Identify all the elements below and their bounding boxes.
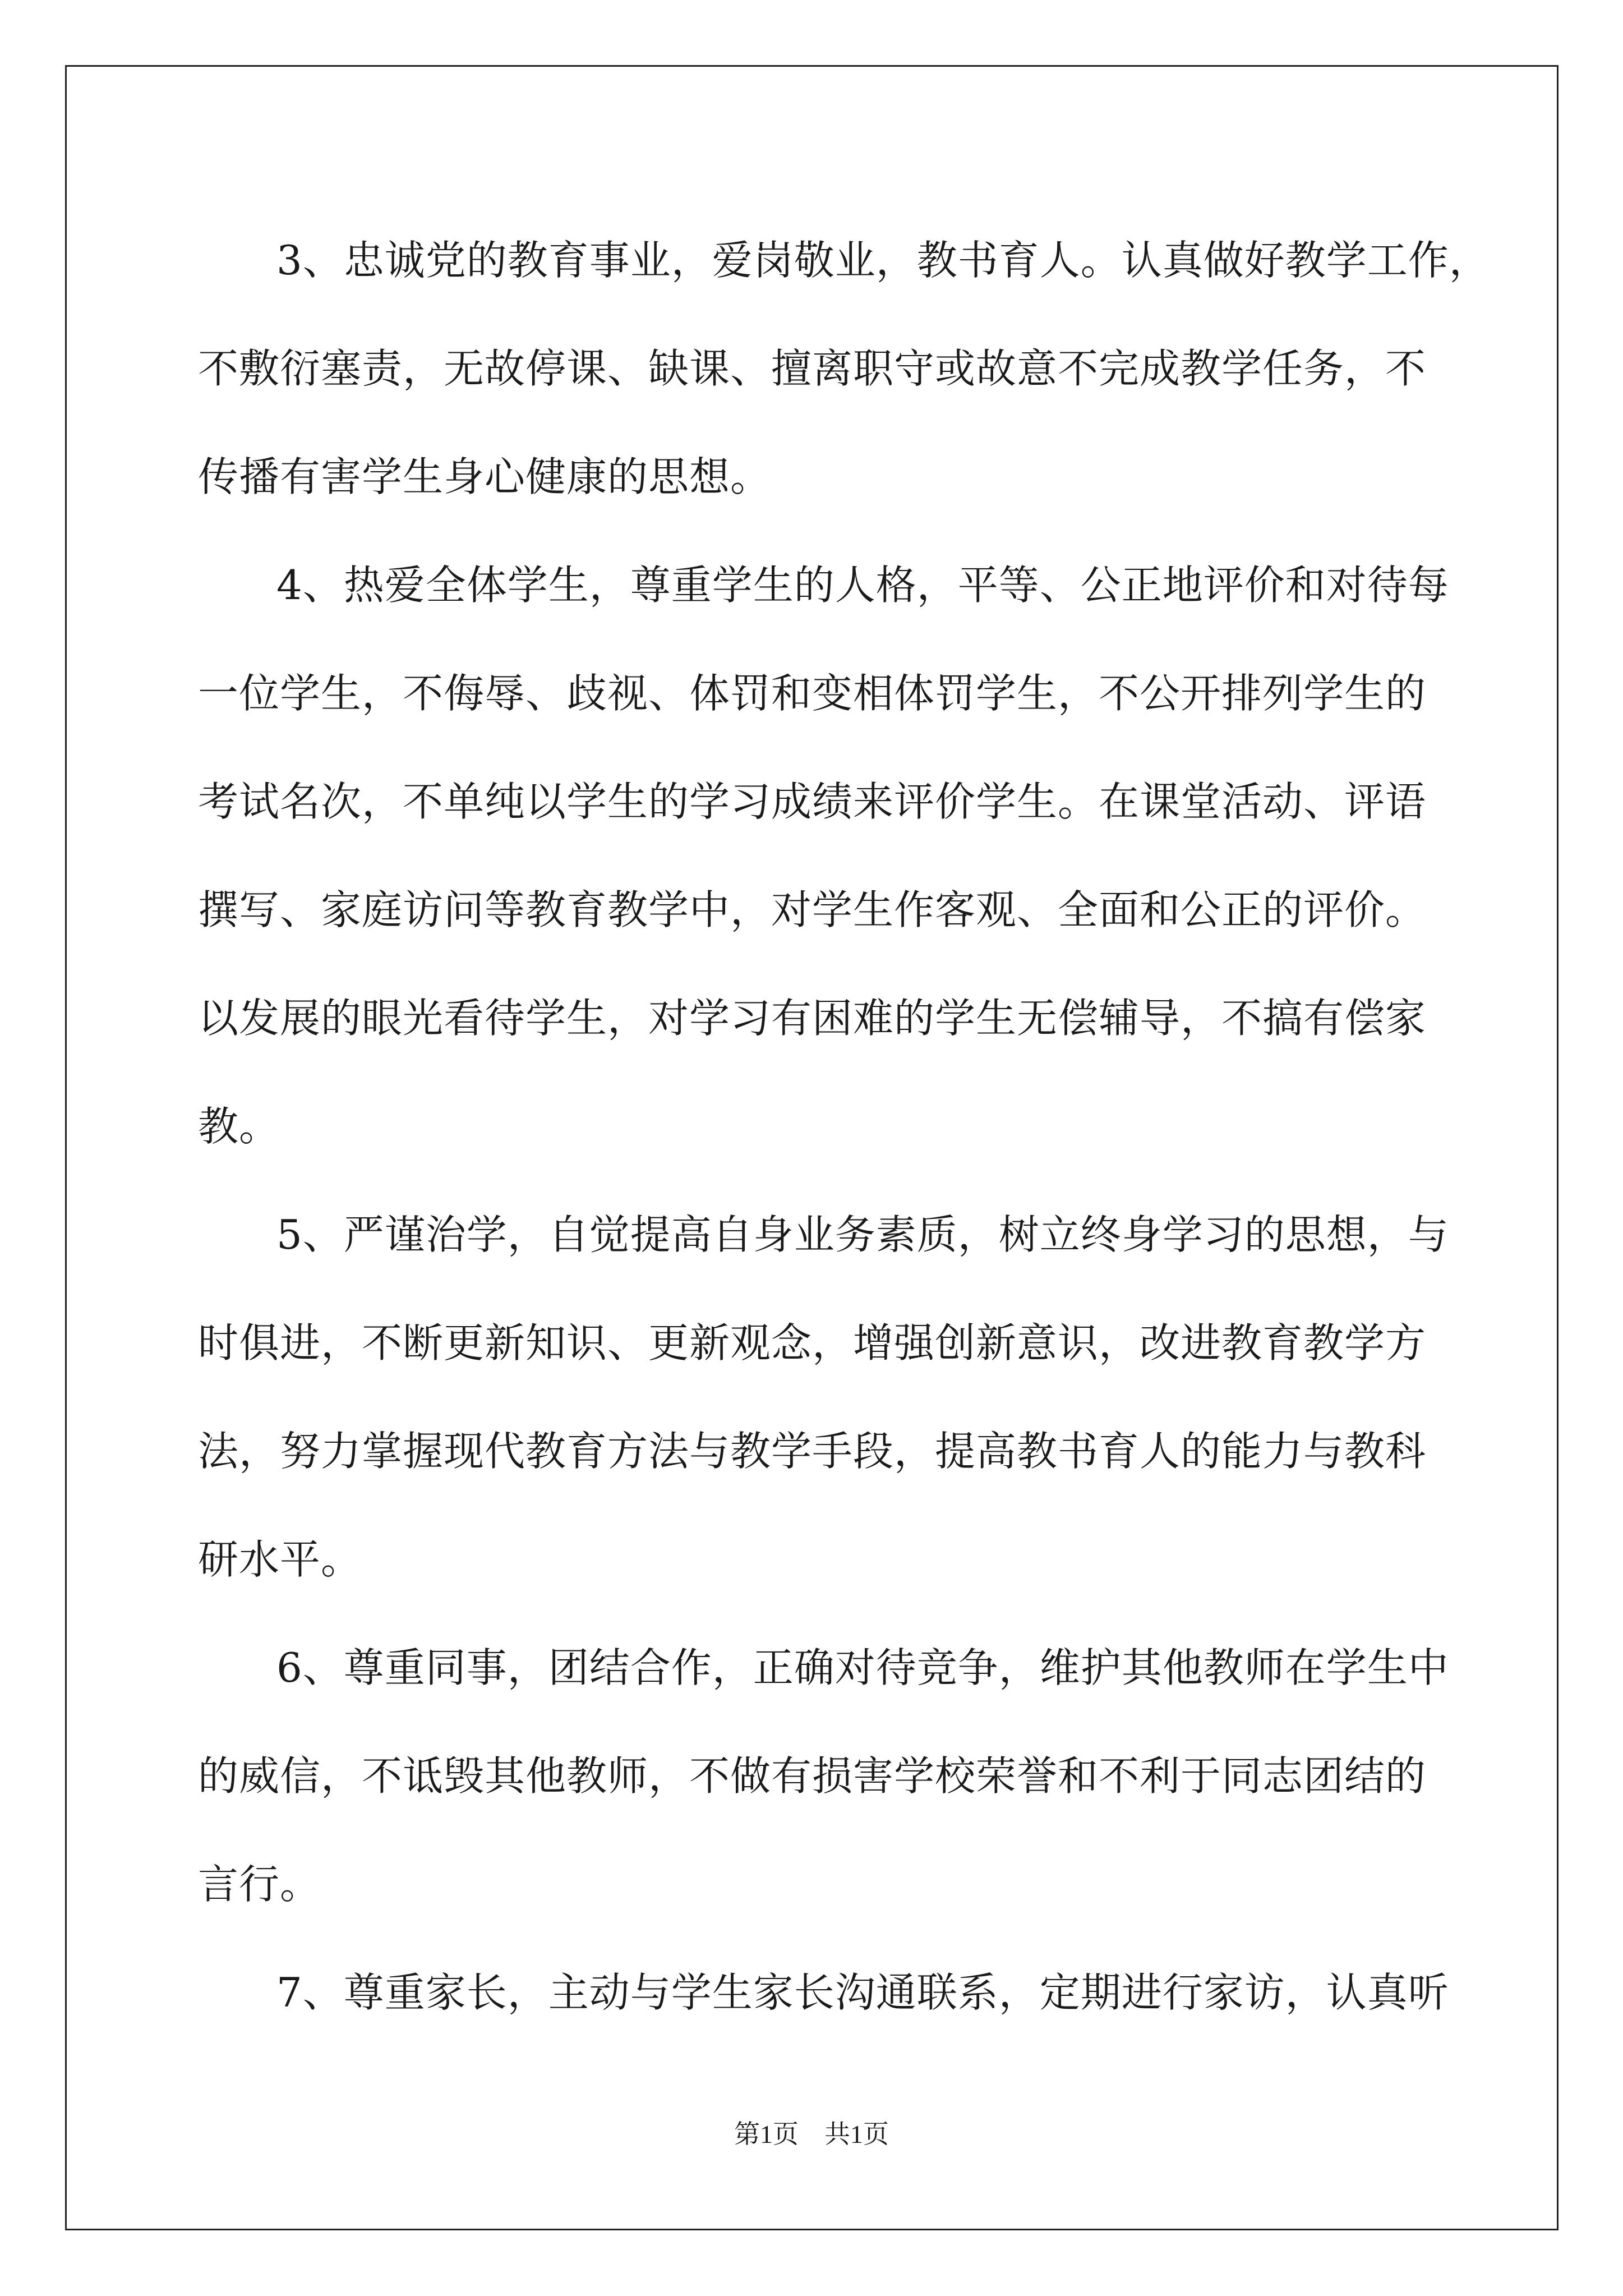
- text-line: 以发展的眼光看待学生，对学习有困难的学生无偿辅导，不搞有偿家: [198, 995, 1427, 1042]
- text-line: 6、尊重同事，团结合作，正确对待竞争，维护其他教师在学生中: [276, 1644, 1449, 1691]
- text-line: 3、忠诚党的教育事业，爱岗敬业，教书育人。认真做好教学工作，: [276, 237, 1490, 284]
- page-number: 第1页: [734, 2120, 799, 2148]
- text-line: 传播有害学生身心健康的思想。: [198, 453, 772, 500]
- page-total: 共1页: [824, 2120, 889, 2148]
- text-line: 4、热爱全体学生，尊重学生的人格，平等、公正地评价和对待每: [276, 562, 1449, 609]
- text-line: 的威信，不诋毁其他教师，不做有损害学校荣誉和不利于同志团结的: [198, 1752, 1427, 1800]
- paragraph-item-4: [198, 531, 1449, 1181]
- paragraph-item-3: [198, 206, 1490, 531]
- text-line: 研水平。: [198, 1536, 362, 1583]
- text-line: 5、严谨治学，自觉提高自身业务素质，树立终身学习的思想，与: [276, 1211, 1449, 1258]
- paragraph-item-7: [198, 1939, 1449, 2047]
- text-line: 一位学生，不侮辱、歧视、体罚和变相体罚学生，不公开排列学生的: [198, 670, 1427, 717]
- paragraph-item-5: [198, 1181, 1449, 1614]
- document-body: [198, 206, 1490, 2047]
- paragraph-item-6: [198, 1614, 1449, 1939]
- text-line: 言行。: [198, 1861, 321, 1908]
- text-line: 7、尊重家长，主动与学生家长沟通联系，定期进行家访，认真听: [276, 1969, 1449, 2016]
- text-line: 撰写、家庭访问等教育教学中，对学生作客观、全面和公正的评价。: [198, 886, 1427, 933]
- text-line: 不敷衍塞责，无故停课、缺课、擅离职守或故意不完成教学任务，不: [198, 345, 1427, 392]
- text-line: 考试名次，不单纯以学生的学习成绩来评价学生。在课堂活动、评语: [198, 778, 1427, 825]
- text-line: 法，努力掌握现代教育方法与教学手段，提高教书育人的能力与教科: [198, 1428, 1427, 1475]
- text-line: 教。: [198, 1103, 280, 1150]
- text-line: 时俱进，不断更新知识、更新观念，增强创新意识，改进教育教学方: [198, 1319, 1427, 1366]
- page-footer: [0, 2114, 1623, 2151]
